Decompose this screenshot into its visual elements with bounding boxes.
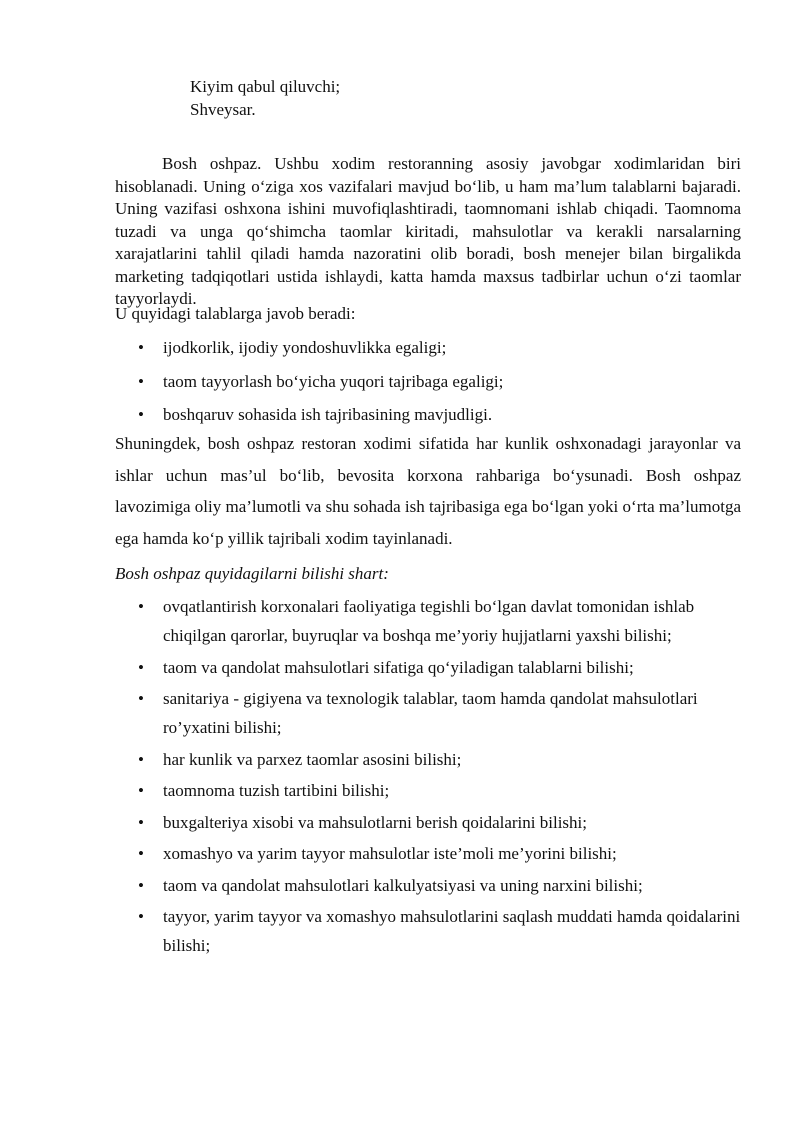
requirements-list [138, 337, 748, 438]
list-item [138, 745, 748, 774]
staff-item-doorman: Shveysar. [190, 100, 256, 119]
list-item [138, 776, 748, 805]
staff-item-cloakroom: Kiyim qabul qiluvchi; [190, 77, 341, 96]
bullet-icon: • [138, 844, 144, 863]
list-item-text: taom va qandolat mahsulotlari kalkulyatsiyasi va uning narxini bilishi; [163, 875, 643, 895]
bullet-icon: • [138, 338, 144, 357]
bullet-icon: • [138, 907, 144, 926]
list-item [138, 871, 748, 900]
requirements-intro: U quyidagi talablarga javob beradi: [115, 304, 356, 323]
list-item-text: xomashyo va yarim tayyor mahsulotlar iste’moli me’yorini bilishi; [163, 844, 617, 863]
list-item [138, 653, 748, 682]
bullet-icon: • [138, 689, 144, 708]
bullet-icon: • [138, 781, 144, 800]
bullet-icon: • [138, 405, 144, 424]
list-item [138, 902, 748, 960]
staff-list-tail [190, 75, 340, 121]
bullet-icon: • [138, 371, 144, 391]
list-item-text: tayyor, yarim tayyor va xomashyo mahsulotlarini saqlash muddati hamda qoidalarini bilishi; [163, 907, 741, 955]
bullet-icon: • [138, 749, 144, 769]
list-item [138, 404, 748, 426]
list-item [138, 592, 748, 650]
list-item-text: taom tayyorlash bo‘yicha yuqori tajribaga egaligi; [163, 371, 504, 391]
bullet-icon: • [138, 875, 144, 895]
list-item-text: buxgalteriya xisobi va mahsulotlarni berish qoidalarini bilishi; [163, 812, 587, 832]
list-item-text: taom va qandolat mahsulotlari sifatiga qo‘yiladigan talablarni bilishi; [163, 657, 634, 677]
list-item [138, 371, 748, 393]
additionally-paragraph: Shuningdek, bosh oshpaz restoran xodimi sifatida har kunlik oshxonadagi jarayonlar va ishlar uchun mas’ul bo‘lib, bevosita korxona rahbariga bo‘ysunadi. Bosh oshpaz lavozimiga oliy ma’lumotli va shu sohada ish tajribasiga ega bo‘lgan yoki o‘rta ma’lumotga ega hamda ko‘p yillik tajribali xodim tayinlanadi. [115, 434, 742, 548]
bullet-icon: • [138, 597, 144, 616]
knowledge-heading: Bosh oshpaz quyidagilarni bilishi shart: [115, 564, 389, 583]
list-item-text: boshqaruv sohasida ish tajribasining mavjudligi. [163, 405, 493, 424]
knowledge-list [138, 592, 748, 963]
list-item [138, 839, 748, 868]
list-item [138, 684, 748, 742]
head-chef-paragraph: Bosh oshpaz. Ushbu xodim restoranning asosiy javobgar xodimlaridan biri hisoblanadi. Uning o‘ziga xos vazifalari mavjud bo‘lib, u ham ma’lum talablarni bajaradi. Uning vazifasi oshxona ishini muvofiqlashtiradi, taomnomani ishlab chiqadi. Taomnoma tuzadi va unga qo‘shimcha taomlar kiritadi, mahsulotlar va kerakli narsalarning xarajatlarini tahlil qiladi hamda nazoratini olib boradi, bosh menejer bilan birgalikda marketing tadqiqotlari ustida ishlaydi, katta hamda maxsus tadbirlar uchun o‘zi taomlar tayyorlaydi. [115, 154, 741, 308]
list-item-text: har kunlik va parxez taomlar asosini bilishi; [163, 749, 462, 769]
list-item [138, 808, 748, 837]
list-item-text: taomnoma tuzish tartibini bilishi; [163, 781, 390, 800]
bullet-icon: • [138, 657, 144, 677]
list-item-text: ijodkorlik, ijodiy yondoshuvlikka egaligi; [163, 338, 447, 357]
list-item [138, 337, 748, 359]
list-item-text: ovqatlantirish korxonalari faoliyatiga tegishli bo‘lgan davlat tomonidan ishlab chiqilgan qarorlar, buyruqlar va boshqa me’yoriy hujjatlarni yaxshi bilishi; [163, 597, 695, 645]
list-item-text: sanitariya - gigiyena va texnologik talablar, taom hamda qandolat mahsulotlari ro’yxatini bilishi; [163, 689, 698, 737]
bullet-icon: • [138, 812, 144, 832]
